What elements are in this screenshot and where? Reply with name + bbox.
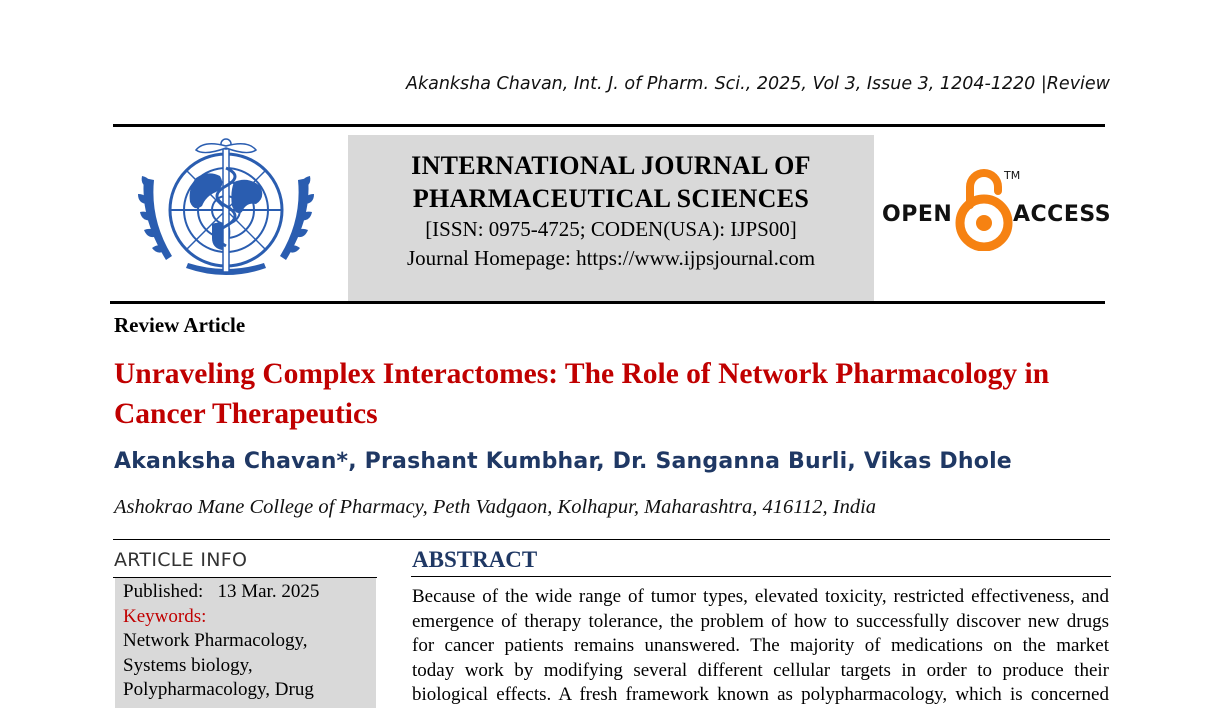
published-date: 13 Mar. 2025 (217, 581, 320, 602)
abstract-rule (411, 576, 1111, 577)
keywords-label: Keywords: (123, 605, 207, 627)
abstract-body (412, 585, 1109, 708)
keyword-line: Polypharmacology, Drug (123, 679, 314, 700)
keyword-line: Network Pharmacology, (123, 630, 308, 651)
article-type: Review Article (114, 313, 246, 337)
caduceus-globe-emblem-icon (126, 138, 326, 284)
article-title: Unraveling Complex Interactomes: The Role of Network Pharmacology in Cancer Therapeutics (114, 358, 1050, 430)
article-authors: Akanksha Chavan*, Prashant Kumbhar, Dr. Sanganna Burli, Vikas Dhole (114, 449, 1012, 474)
open-access-logo (880, 165, 1110, 255)
journal-title-line-2: PHARMACEUTICAL SCIENCES (412, 184, 810, 213)
author-affiliation: Ashokrao Mane College of Pharmacy, Peth Vadgaon, Kolhapur, Maharashtra, 416112, India (114, 496, 877, 518)
abstract-line: Because of the wide range of tumor types, elevated toxicity, restricted effectiveness, and (412, 586, 1109, 607)
abstract-heading: ABSTRACT (412, 547, 538, 572)
header-rule-bottom (110, 301, 1105, 304)
published-label: Published: (123, 581, 204, 602)
citation-line: Akanksha Chavan, Int. J. of Pharm. Sci., 2025, Vol 3, Issue 3, 1204-1220 |Review (406, 74, 1110, 94)
journal-title-line-1: INTERNATIONAL JOURNAL OF (411, 151, 811, 180)
open-access-access-text: ACCESS (1013, 202, 1112, 227)
abstract-line: for cancer patients remains unanswered. The majority of medications on the market (412, 635, 1109, 657)
article-info-heading: ARTICLE INFO (114, 549, 248, 571)
keyword-line: Systems biology, (123, 654, 253, 676)
abstract-line: today work by modifying several different cellular targets in order to produce their (412, 659, 1109, 681)
journal-masthead (348, 135, 874, 301)
journal-homepage: Journal Homepage: https://www.ijpsjournal.com (406, 246, 816, 270)
abstract-line: emergence of therapy tolerance, the problem of how to successfully discover new drugs (412, 610, 1109, 632)
section-divider (113, 539, 1110, 540)
article-info-box (115, 578, 376, 708)
journal-issn: [ISSN: 0975-4725; CODEN(USA): IJPS00] (425, 217, 797, 241)
open-access-trademark: TM (1004, 169, 1021, 182)
open-access-open-text: OPEN (882, 202, 953, 227)
header-rule-top (113, 124, 1105, 127)
abstract-line: biological effects. A fresh framework known as polypharmacology, which is concerned (412, 684, 1109, 706)
published-row (123, 580, 376, 605)
